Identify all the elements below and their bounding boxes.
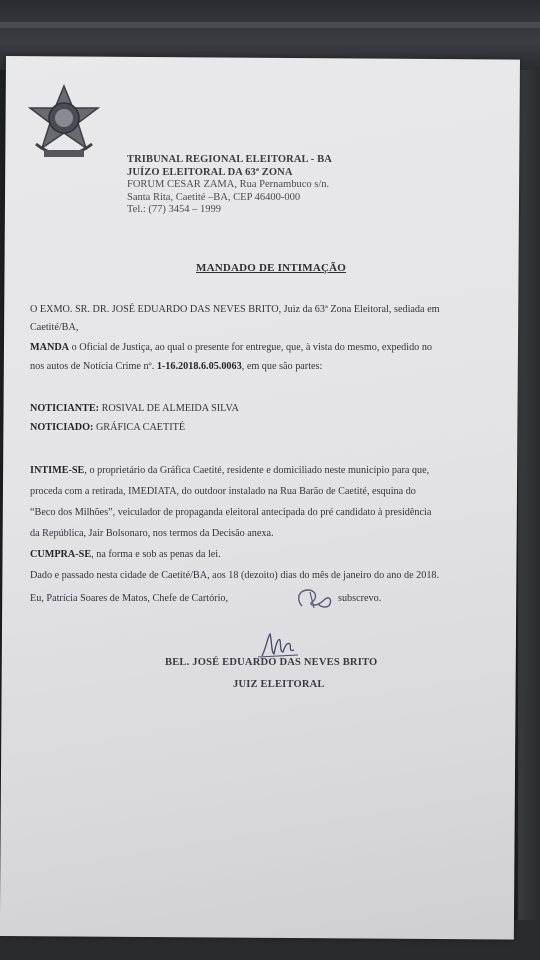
process-number: 1-16.2018.6.05.0063 — [156, 361, 242, 372]
intime-keyword: INTIME-SE — [30, 465, 85, 476]
manda-line-2-pre: nos autos de Notícia Crime nº. — [30, 361, 157, 372]
court-zone: JUÍZO ELEITORAL DA 63ª ZONA — [127, 166, 293, 178]
intime-line-1 — [30, 465, 429, 476]
intro-line-2: Caetité/BA, — [30, 322, 79, 333]
intime-line-4: da República, Jair Bolsonaro, nos termos da Decisão anexa. — [30, 528, 274, 539]
manda-line-1-text: o Oficial de Justiça, ao qual o presente for entregue, que, à vista do mesmo, expedido no — [69, 342, 433, 353]
dado-line: Dado e passado nesta cidade de Caetité/BA, aos 18 (dezoito) dias do mês de janeiro do ano de 2018. — [30, 570, 440, 581]
document-title: MANDADO DE INTIMAÇÃO — [196, 262, 347, 274]
cumpra-line — [30, 549, 221, 560]
intime-line-1-text: , o proprietário da Gráfica Caetité, residente e domiciliado neste município para que, — [84, 465, 430, 476]
manda-line-2 — [30, 361, 322, 372]
judge-name: BEL. JOSÉ EDUARDO DAS NEVES BRITO — [165, 657, 378, 668]
noticiante-value: ROSIVAL DE ALMEIDA SILVA — [99, 403, 239, 414]
noticiado-line — [30, 422, 185, 433]
cumpra-keyword: CUMPRA-SE — [30, 549, 92, 560]
coat-of-arms-icon — [26, 84, 102, 164]
background-right — [518, 70, 540, 960]
judge-signature — [256, 630, 300, 660]
court-address: FORUM CESAR ZAMA, Rua Pernambuco s/n. — [127, 179, 330, 191]
noticiante-line — [30, 403, 239, 414]
intro-line-1: O EXMO. SR. DR. JOSÉ EDUARDO DAS NEVES BRITO, Juiz da 63ª Zona Eleitoral, sediada em — [30, 304, 440, 315]
noticiado-value: GRÁFICA CAETITÉ — [93, 422, 186, 433]
manda-keyword: MANDA — [30, 342, 70, 353]
cumpra-text: , na forma e sob as penas da lei. — [91, 549, 221, 560]
judge-role: JUIZ ELEITORAL — [233, 679, 325, 690]
court-name: TRIBUNAL REGIONAL ELEITORAL - BA — [127, 154, 332, 165]
court-phone: Tel.: (77) 3454 – 1999 — [127, 204, 222, 216]
clerk-signature — [294, 586, 338, 612]
noticiado-label: NOTICIADO: — [30, 422, 94, 433]
intime-line-3: “Beco dos Milhões”, veiculador de propaganda eleitoral antecipada do pré candidato à presidência — [30, 507, 432, 518]
noticiante-label: NOTICIANTE: — [30, 403, 100, 414]
court-header — [127, 154, 387, 217]
eu-line-post: subscrevo. — [338, 593, 382, 604]
eu-line-pre: Eu, Patrícia Soares de Matos, Chefe de Cartório, — [30, 593, 229, 604]
manda-line-2-post: , em que são partes: — [241, 361, 323, 372]
court-city: Santa Rita, Caetité –BA, CEP 46400-000 — [127, 191, 301, 203]
manda-line-1 — [30, 342, 432, 353]
intime-line-2: proceda com a retirada, IMEDIATA, do outdoor instalado na Rua Barão de Caetité, esquina do — [30, 486, 416, 497]
